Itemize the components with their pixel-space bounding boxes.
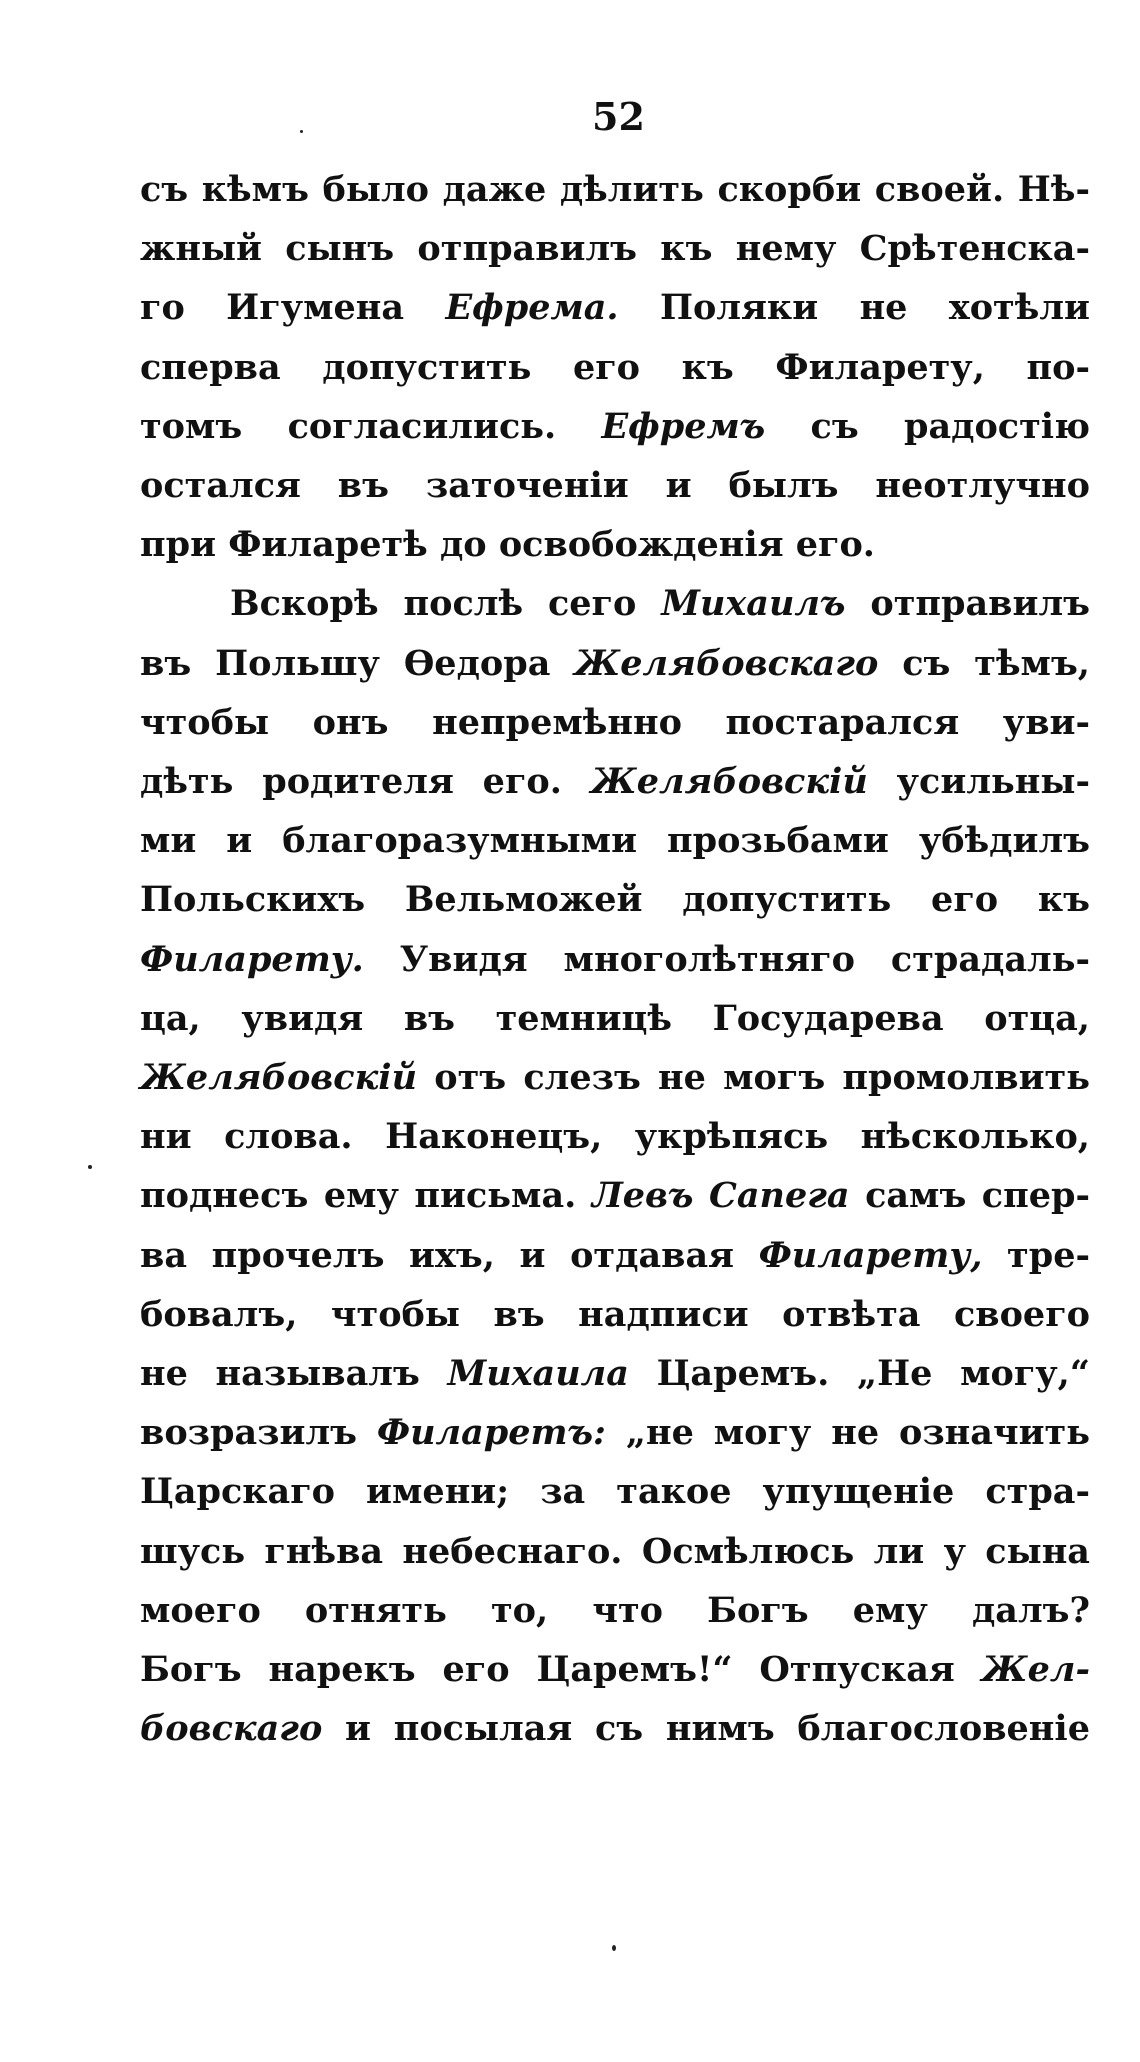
italic-name-text: Ефрема. [445, 287, 619, 329]
text-segment: отправилъ [845, 583, 1090, 625]
italic-name-text: Левъ Сапега [591, 1175, 850, 1217]
text-line [140, 693, 1090, 753]
text-segment: возразилъ [140, 1412, 377, 1454]
text-segment: ни слова. Наконецъ, укрѣпясь нѣсколько, [140, 1116, 1090, 1158]
italic-name-text: бовскаго [140, 1708, 323, 1750]
italic-name-text: Михаилъ [661, 583, 846, 625]
text-segment: усильны- [867, 761, 1090, 802]
text-segment: Польскихъ Вельможей допустить его къ [140, 879, 1090, 921]
text-segment: ми и благоразумными прозьбами убѣдилъ [140, 820, 1090, 862]
text-line [140, 1699, 1090, 1759]
text-line [140, 1581, 1090, 1641]
print-speck [300, 130, 303, 133]
text-segment: въ Польшу Ѳедора [140, 642, 575, 684]
text-line [140, 219, 1090, 279]
text-line [140, 1344, 1090, 1404]
text-line [140, 1403, 1090, 1463]
text-segment: ва прочелъ ихъ, и отдавая [140, 1234, 759, 1276]
text-segment: тре- [982, 1234, 1090, 1276]
text-line [140, 989, 1090, 1049]
text-segment: не называлъ [140, 1353, 448, 1394]
page-number: 52 [592, 94, 645, 139]
text-segment: Увидя многолѣтняго страдаль- [363, 938, 1090, 980]
text-segment: при Филаретѣ до освобожденія его. [140, 524, 875, 566]
text-line [140, 930, 1090, 990]
text-line [140, 1285, 1090, 1345]
text-line [140, 160, 1090, 220]
text-line [140, 1166, 1090, 1226]
text-segment: ца, увидя въ темницѣ Государева отца, [140, 997, 1090, 1039]
italic-name-text: Желябовскій [590, 761, 868, 802]
text-line [140, 1640, 1090, 1700]
text-segment: и посылая съ нимъ благословеніе [322, 1708, 1090, 1750]
italic-name-text: Филаретъ: [376, 1412, 606, 1454]
text-line [140, 870, 1090, 930]
text-segment: Царемъ. „Не могу,“ [628, 1353, 1090, 1394]
text-line [140, 515, 1090, 575]
text-segment: го Игумена [140, 287, 446, 329]
text-segment: Вскорѣ послѣ сего [230, 583, 662, 625]
print-speck [88, 1165, 92, 1169]
text-line [140, 574, 1090, 634]
text-segment: сперва допустить его къ Филарету, по- [140, 346, 1090, 388]
text-segment: бовалъ, чтобы въ надписи отвѣта своего [140, 1293, 1090, 1335]
text-line [140, 752, 1090, 812]
text-segment: шусь гнѣва небеснаго. Осмѣлюсь ли у сына [140, 1530, 1090, 1572]
text-segment: съ радостію [765, 405, 1090, 447]
italic-name-text: Ефремъ [601, 405, 766, 447]
text-segment: остался въ заточеніи и былъ неотлучно [140, 465, 1090, 506]
italic-name-text: Жел- [981, 1649, 1090, 1690]
text-segment: томъ согласились. [140, 405, 602, 447]
text-segment: моего отнять то, что Богъ ему далъ? [140, 1589, 1090, 1631]
text-segment: самъ спер- [849, 1175, 1091, 1217]
text-segment: дѣть родителя его. [140, 761, 591, 802]
text-segment: съ тѣмъ, [878, 642, 1090, 684]
text-segment: „не могу не означить [605, 1412, 1090, 1454]
italic-name-text: Желябовскаго [574, 642, 879, 684]
italic-name-text: Желябовскій [140, 1057, 418, 1098]
text-line [140, 397, 1090, 457]
text-segment: чтобы онъ непремѣнно постарался уви- [140, 701, 1090, 743]
text-line [140, 278, 1090, 338]
text-line [140, 634, 1090, 694]
text-line [140, 811, 1090, 871]
text-segment: Богъ нарекъ его Царемъ!“ Отпуская [140, 1649, 982, 1690]
text-segment: поднесъ ему письма. [140, 1175, 592, 1217]
italic-name-text: Филарету, [758, 1234, 983, 1276]
italic-name-text: Филарету. [140, 938, 364, 980]
italic-name-text: Михаила [447, 1353, 629, 1394]
print-speck [612, 1945, 616, 1951]
text-segment: Царскаго имени; за такое упущеніе стра- [140, 1471, 1090, 1513]
text-segment: жный сынъ отправилъ къ нему Срѣтенска- [140, 228, 1090, 270]
text-line [140, 1107, 1090, 1167]
text-line [140, 1048, 1090, 1108]
text-line [140, 1226, 1090, 1286]
text-segment: съ кѣмъ было даже дѣлить скорби своей. Нѣ- [140, 169, 1090, 210]
text-line [140, 1462, 1090, 1522]
text-line [140, 338, 1090, 398]
text-segment: Поляки не хотѣли [618, 287, 1090, 329]
text-line [140, 456, 1090, 516]
text-segment: отъ слезъ не могъ промолвить [417, 1057, 1090, 1098]
text-line [140, 1522, 1090, 1582]
